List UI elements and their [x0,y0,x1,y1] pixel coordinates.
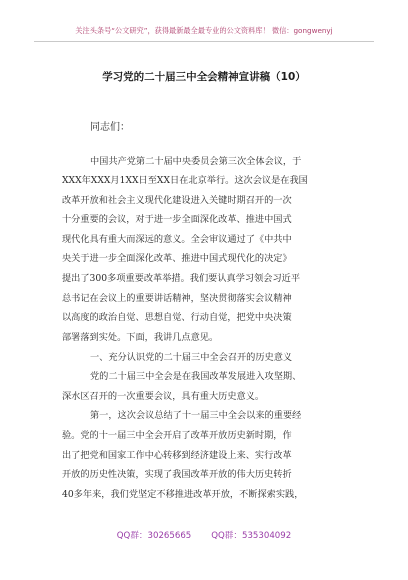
document-title: 学习党的二十届三中全会精神宣讲稿（10） [102,71,306,83]
footer-qq-group-2: QQ群：535304092 [211,531,292,541]
body-line: 提出了300多项重要改革举措。我们要认真学习领会习近平 [62,273,301,284]
body-line: 40多年来，我们党坚定不移推进改革开放，不断探索实践， [62,489,304,500]
body-line: 十分重要的会议，对于进一步全面深化改革、推进中国式 [62,214,292,225]
body-line: 中国共产党第二十届中央委员会第三次全体会议，于 [90,156,302,167]
body-line: 第一，这次会议总结了十一届三中全会以来的重要经 [90,410,302,421]
section-heading: 一、充分认识党的二十届三中全会召开的历史意义 [90,352,293,363]
body-line: 开放的历史性决策，实现了我国改革开放的伟大历史转折 [62,469,292,480]
header-banner: 关注头条号“公文研究”，获得最新最全最专业的公文资料库！ 微信：gongwenyj [75,26,333,35]
body-line: 深水区召开的一次重要会议，具有重大历史意义。 [62,391,265,402]
body-line: 验。党的十一届三中全会开启了改革开放历史新时期，作 [62,430,292,441]
body-line: 部署落到实处。下面，我讲几点意见。 [62,332,219,343]
body-line: 现代化具有重大而深远的意义。全会审议通过了《中共中 [62,234,292,245]
body-line: 党的二十届三中全会是在我国改革发展进入攻坚期、 [90,371,302,382]
body-line: 以高度的政治自觉、思想自觉、行动自觉，把党中央决策 [62,312,292,323]
body-line: XXX年XXX月1XX日至XX日在北京举行。这次会议是在我国 [62,175,308,186]
body-line: 央关于进一步全面深化改革、推进中国式现代化的决定》 [62,253,292,264]
body-line: 改革开放和社会主义现代化建设进入关键时期召开的一次 [62,195,292,206]
footer-qq-group-1: QQ群：30265665 [116,531,192,541]
footer-contact [40,530,368,542]
body-line: 总书记在会议上的重要讲话精神，坚决贯彻落实会议精神 [62,293,292,304]
body-line: 出了把党和国家工作中心转移到经济建设上来、实行改革 [62,450,292,461]
salutation: 同志们： [90,122,130,133]
